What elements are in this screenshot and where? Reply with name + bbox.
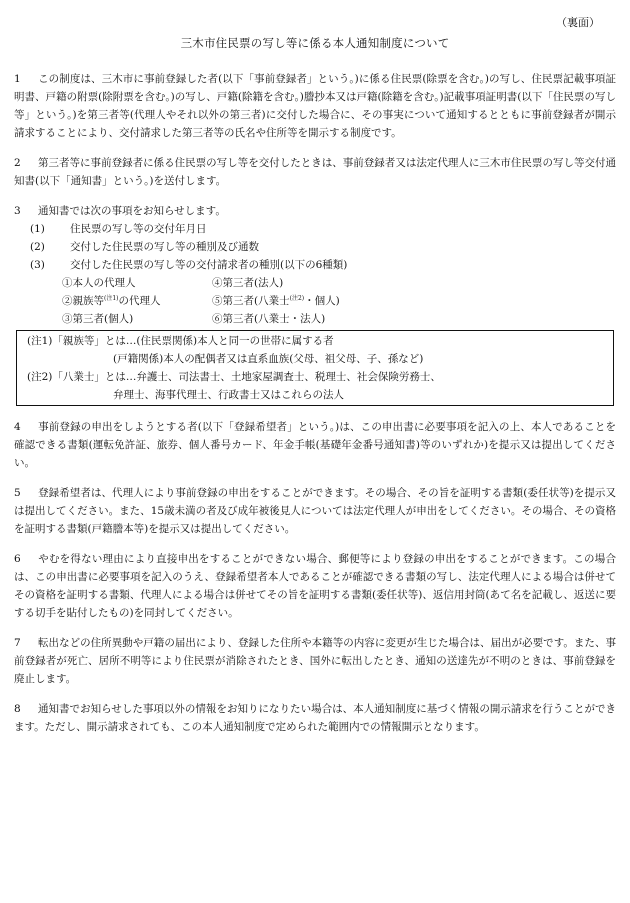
section-5 <box>14 484 616 538</box>
footnote-line: (注2)「八業士」とは…弁護士、司法書士、土地家屋調査士、税理士、社会保険労務士、 <box>27 371 441 383</box>
requester-type: ②親族等$^{(注1)}$の代理人 <box>62 295 161 307</box>
section-text: やむを得ない理由により直接申出をすることができない場合、郵便等により登録の申出をすることができます。この場合は、この申出書に必要事項を記入のうえ、登録希望者本人であることが確認できる書類の写し、法定代理人による場合は併せてその資格を証明する書類、代理人による場合は併せてその旨を証明する書類(委任状等)、返信用封筒(あて名を記載し、返送に要する切手を貼付したもの)を同封してください。 <box>14 553 616 619</box>
section-2 <box>14 154 616 190</box>
section-number: 2 <box>14 157 21 169</box>
section-number: 5 <box>14 487 21 499</box>
section-text: 転出などの住所異動や戸籍の届出により、登録した住所や本籍等の内容に変更が生じた場合は、届出が必要です。また、事前登録者が死亡、居所不明等により住民票が消除されたとき、国外に転出したとき、通知の送達先が不明のときは、事前登録を廃止します。 <box>14 637 616 685</box>
section-text: 登録希望者は、代理人により事前登録の申出をすることができます。その場合、その旨を証明する書類(委任状等)を提示又は提出してください。また、15歳未満の者及び成年被後見人については法定代理人が申出をしてください。その場合、その資格を証明する書類(戸籍謄本等)を提示又は提出してください。 <box>14 487 616 535</box>
section-text: 通知書では次の事項をお知らせします。 <box>38 205 226 217</box>
section-number: 8 <box>14 703 21 715</box>
section-1 <box>14 70 616 142</box>
section-number: 1 <box>14 73 21 85</box>
footnote-line: (戸籍関係)本人の配偶者又は直系血族(父母、祖父母、子、孫など) <box>113 353 424 365</box>
list-item: (3) 交付した住民票の写し等の交付請求者の種別(以下の6種類) <box>30 259 348 271</box>
requester-type: ①本人の代理人 <box>62 277 136 289</box>
section-text: 事前登録の申出をしようとする者(以下「登録希望者」という。)は、この申出書に必要事項を記入の上、本人であることを確認できる書類(運転免許証、旅券、個人番号カード、年金手帳(基礎年金番号通知書)等のいずれか)を提示又は提出してください。 <box>14 421 616 469</box>
section-4 <box>14 418 616 472</box>
section-8 <box>14 700 616 736</box>
section-7 <box>14 634 616 688</box>
footnote-box <box>16 330 614 406</box>
list-item: (1) 住民票の写し等の交付年月日 <box>30 223 207 235</box>
requester-type: ④第三者(法人) <box>212 277 284 289</box>
section-number: 3 <box>14 205 21 217</box>
section-text: 通知書でお知らせした事項以外の情報をお知りになりたい場合は、本人通知制度に基づく情報の開示請求を行うことができます。ただし、開示請求されても、この本人通知制度で定められた範囲内での情報開示となります。 <box>14 703 616 733</box>
notice-items-list <box>14 220 616 274</box>
requester-type: ⑤第三者(八業士$^{(注2)}$・個人) <box>212 295 340 307</box>
section-number: 6 <box>14 553 21 565</box>
requester-type: ③第三者(個人) <box>62 313 134 325</box>
footnote-line: (注1)「親族等」とは…(住民票関係)本人と同一の世帯に属する者 <box>27 335 334 347</box>
section-3 <box>14 202 616 406</box>
requester-types-grid <box>14 274 616 328</box>
footnote-line: 弁理士、海事代理士、行政書士又はこれらの法人 <box>113 389 344 401</box>
section-text: 第三者等に事前登録者に係る住民票の写し等を交付したときは、事前登録者又は法定代理人に三木市住民票の写し等交付通知書(以下「通知書」という。)を送付します。 <box>14 157 616 187</box>
requester-type: ⑥第三者(八業士・法人) <box>212 313 326 325</box>
list-item: (2) 交付した住民票の写し等の種別及び通数 <box>30 241 259 253</box>
section-number: 7 <box>14 637 21 649</box>
reverse-side-label: （裏面） <box>556 16 600 29</box>
section-6 <box>14 550 616 622</box>
document-title: 三木市住民票の写し等に係る本人通知制度について <box>180 36 450 50</box>
section-number: 4 <box>14 421 21 433</box>
section-text: この制度は、三木市に事前登録した者(以下「事前登録者」という。)に係る住民票(除票を含む。)の写し、住民票記載事項証明書、戸籍の附票(除附票を含む。)の写し、戸籍(除籍を含む。)謄抄本又は戸籍(除籍を含む。)記載事項証明書(以下「住民票の写し等」という。)を第三者等(代理人やそれ以外の第三者)に交付した場合に、その事実について通知するとともに事前登録者が開示請求することにより、交付請求した第三者等の氏名や住所等を開示する制度です。 <box>14 73 616 139</box>
